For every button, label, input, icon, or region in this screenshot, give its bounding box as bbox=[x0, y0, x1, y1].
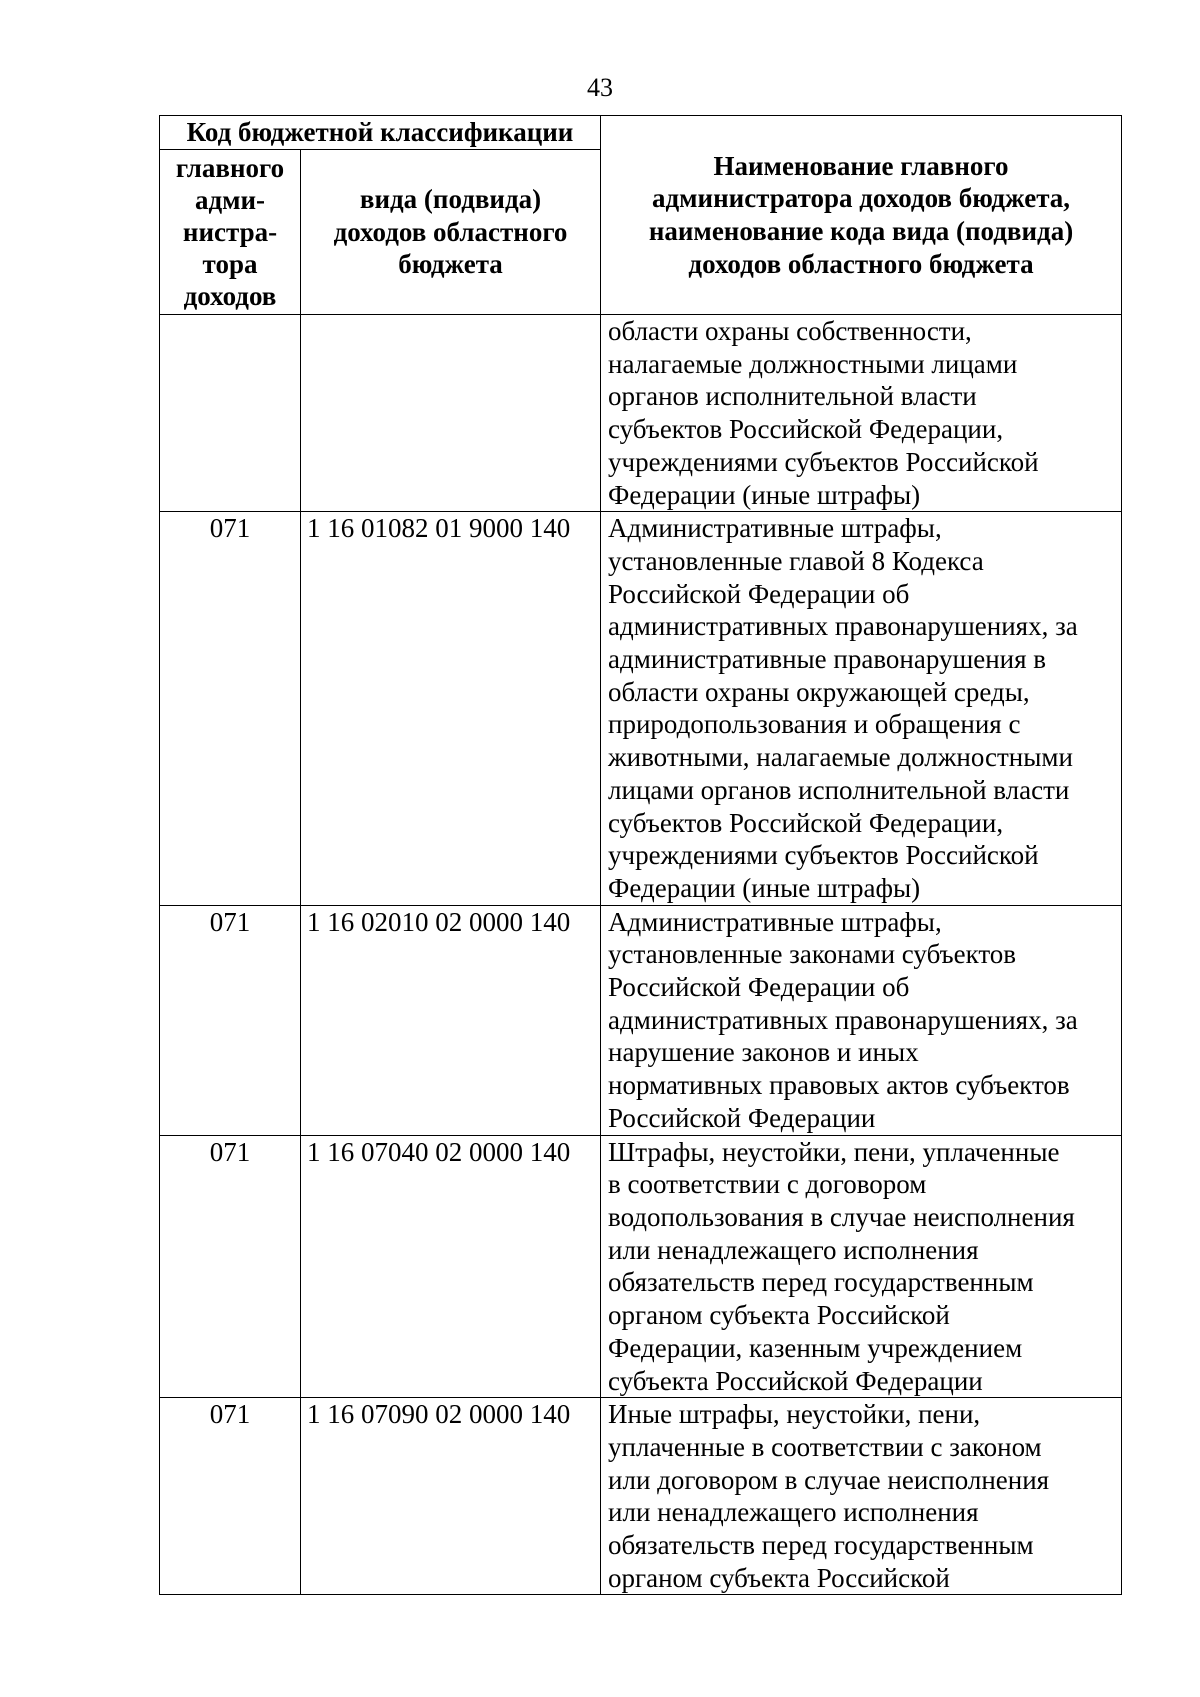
income-name-line: Административные штрафы, bbox=[608, 906, 942, 937]
income-name-line: органом субъекта Российской bbox=[608, 1300, 950, 1331]
table-row bbox=[160, 512, 1122, 905]
income-name-line: водопользования в случае неисполнения bbox=[608, 1201, 1075, 1232]
admin-code-cell bbox=[160, 315, 301, 512]
income-name-line: субъекта Российской Федерации bbox=[608, 1365, 983, 1396]
income-name-line: учреждениями субъектов Российской bbox=[608, 446, 1039, 477]
budget-classification-table bbox=[159, 115, 1122, 1595]
header-admin-line: главного bbox=[175, 153, 285, 183]
income-name-line: обязательств перед государственным bbox=[608, 1530, 1034, 1561]
income-name-line: Федерации (иные штрафы) bbox=[608, 479, 921, 510]
income-name-cell bbox=[601, 1398, 1122, 1595]
income-name-line: или ненадлежащего исполнения bbox=[608, 1497, 979, 1528]
income-name-line: установленные главой 8 Кодекса bbox=[608, 545, 984, 576]
income-code-cell: 1 16 07090 02 0000 140 bbox=[301, 1398, 601, 1595]
income-name-line: налагаемые должностными лицами bbox=[608, 348, 1018, 379]
admin-code-cell: 071 bbox=[160, 905, 301, 1135]
income-name-line: субъектов Российской Федерации, bbox=[608, 414, 1004, 445]
income-name-line: Федерации, казенным учреждением bbox=[608, 1332, 1023, 1363]
table-row bbox=[160, 905, 1122, 1135]
header-kind-line: вида (подвида) bbox=[359, 183, 542, 214]
income-name-line: уплаченные в соответствии с законом bbox=[608, 1431, 1042, 1462]
income-name-line: Российской Федерации об bbox=[608, 972, 910, 1003]
page-number: 43 bbox=[587, 73, 613, 102]
income-name-cell bbox=[601, 315, 1122, 512]
income-name-line: области охраны окружающей среды, bbox=[608, 676, 1030, 707]
income-name-line: административные правонарушения в bbox=[608, 644, 1047, 675]
income-name-line: животными, налагаемые должностными bbox=[608, 742, 1073, 773]
income-name-line: нормативных правовых актов субъектов bbox=[608, 1070, 1070, 1101]
header-admin-line: доходов bbox=[183, 281, 277, 311]
income-name-line: субъектов Российской Федерации, bbox=[608, 807, 1004, 838]
income-name-line: Российской Федерации об bbox=[608, 578, 910, 609]
income-name-line: или договором в случае неисполнения bbox=[608, 1464, 1050, 1495]
income-name-cell bbox=[601, 1135, 1122, 1398]
header-admin-line: нистра- bbox=[182, 217, 278, 247]
income-name-line: лицами органов исполнительной власти bbox=[608, 774, 1070, 805]
header-kind-line: доходов областного bbox=[333, 216, 568, 247]
income-name-line: Административные штрафы, bbox=[608, 513, 942, 544]
income-name-cell bbox=[601, 512, 1122, 905]
income-name-line: нарушение законов и иных bbox=[608, 1037, 919, 1068]
income-code-cell: 1 16 07040 02 0000 140 bbox=[301, 1135, 601, 1398]
income-name-line: органов исполнительной власти bbox=[608, 381, 977, 412]
income-name-cell bbox=[601, 905, 1122, 1135]
header-admin-line: тора bbox=[202, 249, 258, 279]
header-budget-classification-code: Код бюджетной классификации bbox=[160, 116, 601, 150]
table-row bbox=[160, 1398, 1122, 1595]
income-name-line: области охраны собственности, bbox=[608, 316, 972, 346]
income-name-line: Иные штрафы, неустойки, пени, bbox=[608, 1399, 981, 1430]
income-code-cell: 1 16 02010 02 0000 140 bbox=[301, 905, 601, 1135]
header-income-kind-column bbox=[301, 150, 601, 315]
income-code-cell: 1 16 01082 01 9000 140 bbox=[301, 512, 601, 905]
income-name-line: административных правонарушениях, за bbox=[608, 611, 1078, 642]
admin-code-cell: 071 bbox=[160, 1135, 301, 1398]
income-name-line: органом субъекта Российской bbox=[608, 1562, 950, 1593]
income-name-line: Российской Федерации bbox=[608, 1102, 876, 1133]
admin-code-cell: 071 bbox=[160, 512, 301, 905]
income-name-line: Федерации (иные штрафы) bbox=[608, 872, 921, 903]
table-row bbox=[160, 315, 1122, 512]
header-admin-line: адми- bbox=[194, 185, 266, 215]
income-name-line: или ненадлежащего исполнения bbox=[608, 1234, 979, 1265]
header-name-line: администратора доходов бюджета, bbox=[651, 183, 1071, 214]
table-body bbox=[160, 315, 1122, 1595]
income-name-line: природопользования и обращения с bbox=[608, 709, 1021, 740]
header-main-administrator-column bbox=[160, 150, 301, 315]
header-name-line: Наименование главного bbox=[713, 150, 1009, 181]
table-row bbox=[160, 1135, 1122, 1398]
income-name-line: учреждениями субъектов Российской bbox=[608, 840, 1039, 871]
income-code-cell bbox=[301, 315, 601, 512]
income-name-line: Штрафы, неустойки, пени, уплаченные bbox=[608, 1136, 1060, 1167]
income-name-line: установленные законами субъектов bbox=[608, 939, 1017, 970]
header-name-line: доходов областного бюджета bbox=[688, 248, 1034, 279]
header-name-column bbox=[601, 116, 1122, 315]
admin-code-cell: 071 bbox=[160, 1398, 301, 1595]
income-name-line: обязательств перед государственным bbox=[608, 1267, 1034, 1298]
income-name-line: административных правонарушениях, за bbox=[608, 1004, 1078, 1035]
header-name-line: наименование кода вида (подвида) bbox=[648, 216, 1074, 246]
income-name-line: в соответствии с договором bbox=[608, 1169, 927, 1200]
header-kind-line: бюджета bbox=[398, 249, 503, 280]
